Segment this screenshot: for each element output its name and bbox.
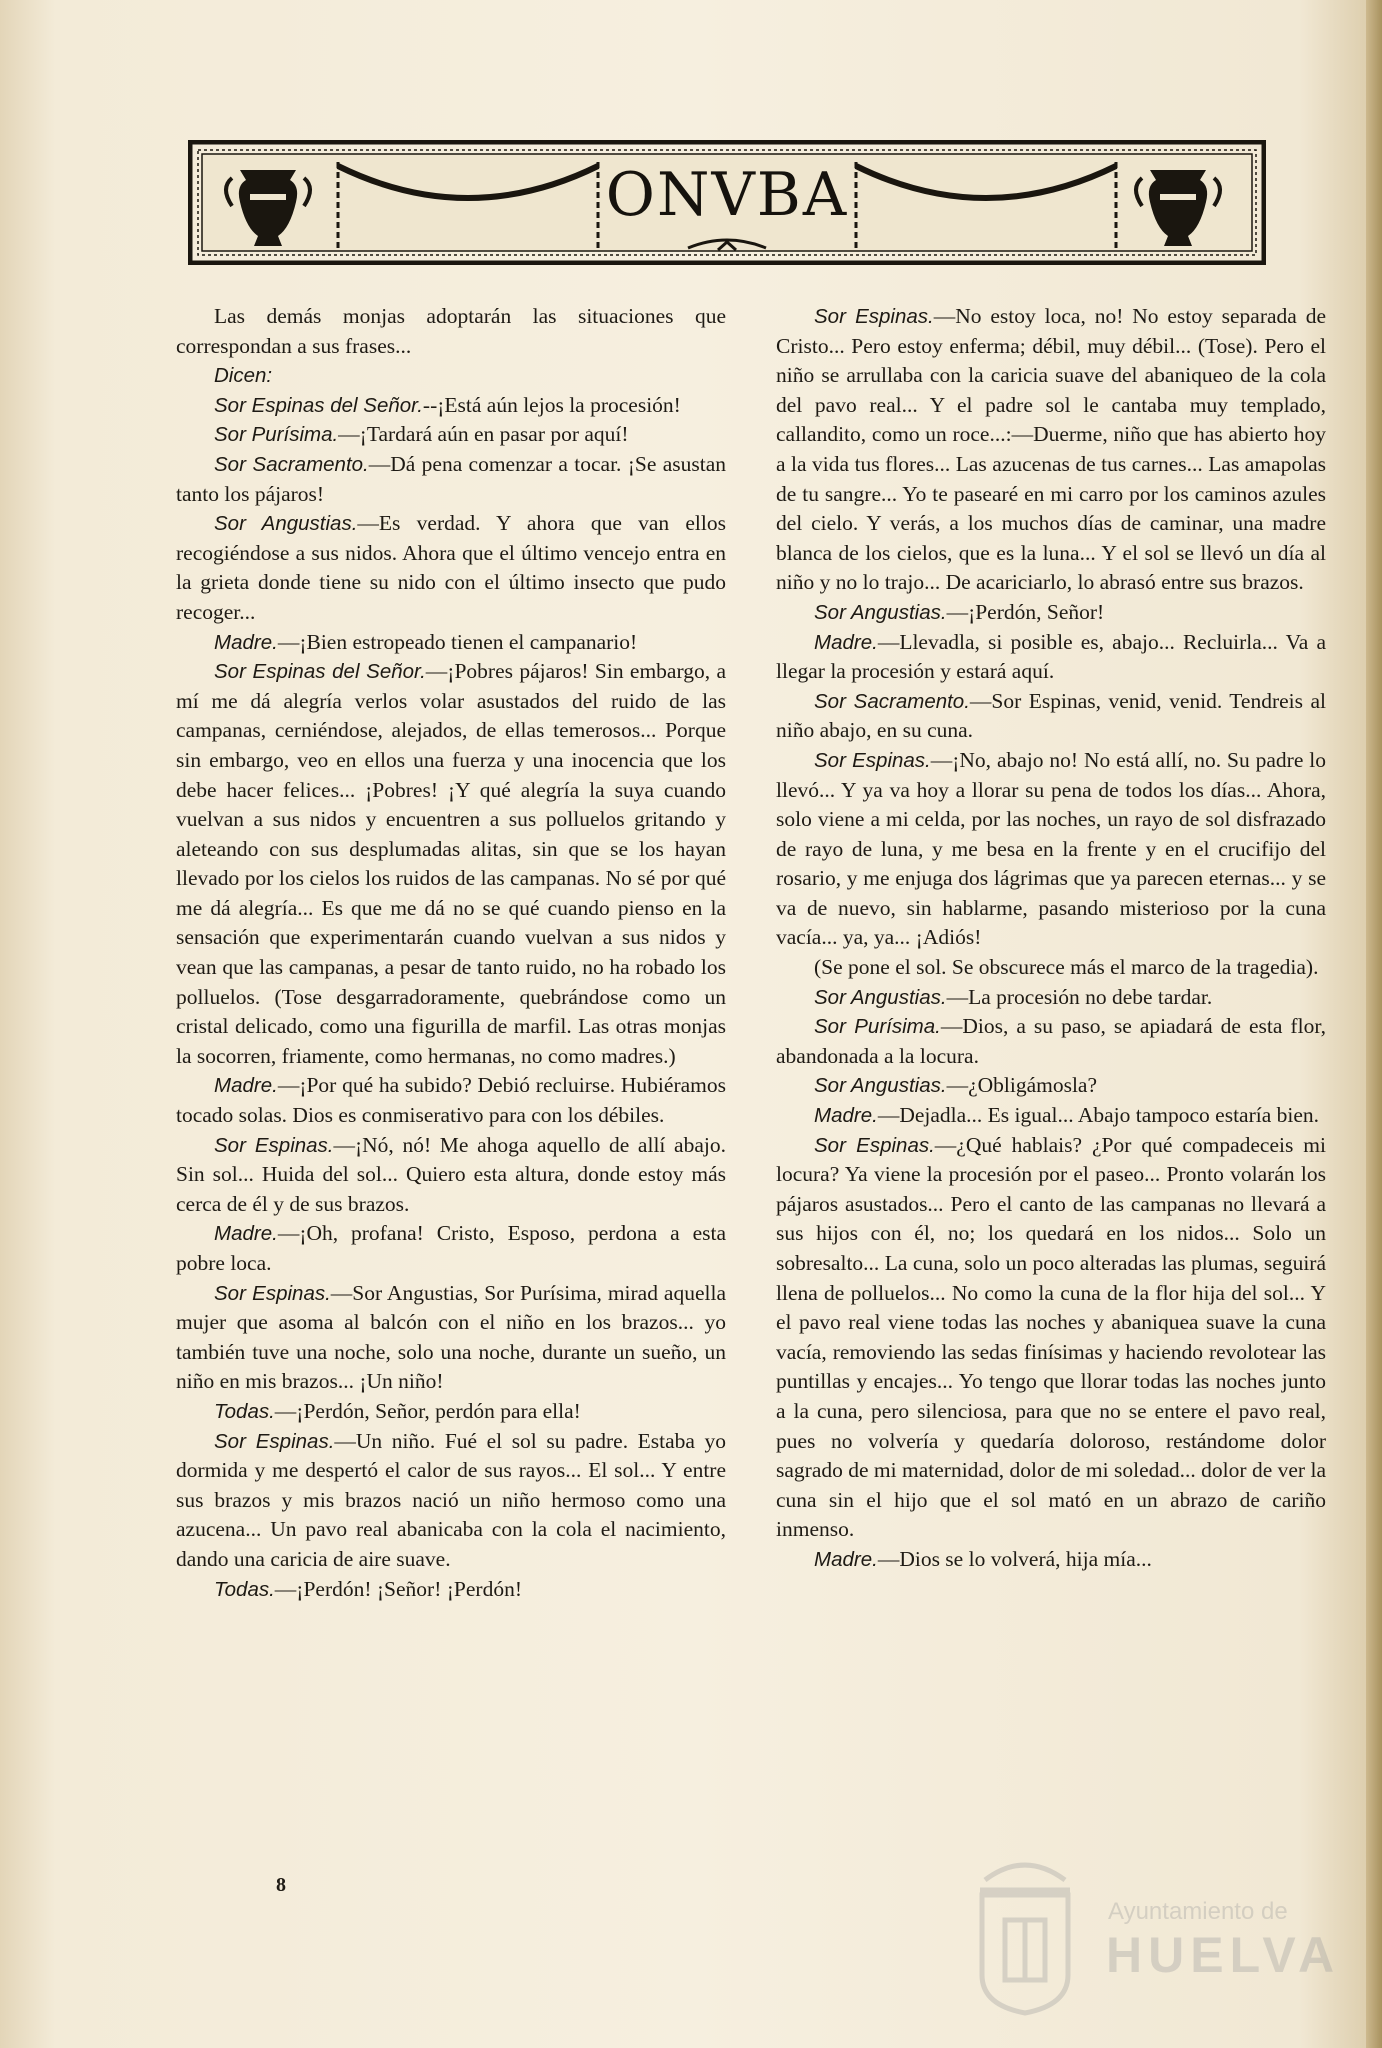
paragraph [776, 628, 1326, 687]
left-text-column [176, 302, 726, 1604]
city-seal-icon [960, 1840, 1090, 2020]
dialogue-text: —¡Oh, profana! Cristo, Esposo, perdona a esta pobre loca. [176, 1221, 726, 1275]
speaker-name: Todas. [214, 1399, 275, 1423]
dialogue-text: —No estoy loca, no! No estoy separada de Cristo... Pero estoy enferma; débil, muy débil... (Tose). Pero el niño se arrullaba con la caricia suave del abaniqueo de la cola del pavo real... Y el padre sol le cantaba muy templado, callandito, como un roce...:—Duerme, niño que has abierto hoy a la vida tus flores... Las azucenas de tus carnes... Las amapolas de tu sangre... Yo te pasearé en mi carro por los caminos azules del cielo. Y verás, a los muchos días de caminar, una madre blanca de los cielos, que es la luna... Y el sol se llevó un día al niño y no lo trajo... De acariciarlo, lo abrasó entre sus brazos. [776, 304, 1326, 595]
masthead-banner [188, 140, 1266, 265]
paragraph [176, 628, 726, 658]
dialogue-text: —Sor Angustias, Sor Purísima, mirad aquella mujer que asoma al balcón con el niño en los brazos... yo también tuve una noche, solo una noche, durante un sueño, un niño en mis brazos... ¡Un niño! [176, 1280, 726, 1394]
speaker-name: Sor Sacramento. [214, 452, 369, 476]
paragraph [176, 509, 726, 627]
speaker-name: Sor Espinas. [814, 748, 931, 772]
speaker-name: Sor Angustias. [814, 600, 947, 624]
speaker-name: Sor Espinas. [214, 1281, 331, 1305]
dialogue-text: —¡Perdón, Señor! [946, 599, 1105, 624]
paragraph [776, 1131, 1326, 1545]
paragraph [776, 983, 1326, 1013]
paragraph [776, 746, 1326, 953]
dialogue-text: —La procesión no debe tardar. [946, 984, 1213, 1009]
watermark [960, 1840, 1341, 2020]
speaker-name: Dicen: [214, 364, 273, 388]
dialogue-text: —Dejadla... Es igual... Abajo tampoco estaría bien. [877, 1103, 1320, 1128]
dialogue-text: (Se pone el sol. Se obscurece más el marco de la tragedia). [814, 955, 1319, 980]
paragraph [776, 1101, 1326, 1131]
paragraph [176, 1071, 726, 1130]
paragraph [176, 420, 726, 450]
speaker-name: Sor Angustias. [814, 985, 947, 1009]
paragraph [176, 361, 726, 391]
right-text-column [776, 302, 1326, 1575]
speaker-name: Sor Purísima. [214, 423, 339, 447]
paragraph [776, 1012, 1326, 1071]
watermark-line1: Ayuntamiento de [1108, 1898, 1288, 1925]
dialogue-text: —¿Qué hablais? ¿Por qué compadeceis mi locura? Ya viene la procesión por el paseo... Pronto volarán los pájaros asustados... Pero el canto de las campanas no llevará a sus hijos con él, no; los quedará en los nidos... Solo un sobresalto... La cuna, solo un poco alteradas las plumas, seguirá llena de polluelos... No como la cuna de la flor hija del sol... Y el pavo real viene todas las noches y abaniquea suave la cuna vacía, removiendo las sedas finísimas y haciendo revolotear las puntillas y encajes... Yo tengo que llorar todas las noches junto a la cuna, pero silenciosa, para que no se entere el pavo real, pues no volvería y quedaría doloroso, restándome dolor sagrado de mi maternidad, dolor de mi soledad... dolor de ver la cuna sin el hijo que el sol mató en un abrazo de cariño inmenso. [776, 1132, 1326, 1542]
paragraph [776, 953, 1326, 983]
speaker-name: Sor Sacramento. [814, 689, 970, 713]
dialogue-text: —¡Nó, nó! Me ahoga aquello de allí abajo. Sin sol... Huida del sol... Quiero esta altura, donde estoy más cerca de él y de sus brazos. [176, 1132, 726, 1216]
paragraph [176, 1219, 726, 1278]
paragraph [176, 657, 726, 1071]
dialogue-text: —Un niño. Fué el sol su padre. Estaba yo dormida y me despertó el calor de sus rayos... El sol... Y entre sus brazos y mis brazos nació un niño hermoso como una azucena... Un pavo real abanicaba con la cola el nacimiento, dando una caricia de aire suave. [176, 1428, 726, 1571]
paragraph [776, 687, 1326, 746]
dialogue-text: —Llevadla, si posible es, abajo... Recluirla... Va a llegar la procesión y estará aquí. [776, 629, 1326, 684]
speaker-name: Sor Espinas. [814, 305, 934, 328]
dialogue-text: —¡No, abajo no! No está allí, no. Su padre lo llevó... Y ya va hoy a llorar su pena de todos los días... Ahora, solo viene a mi celda, por las noches, un rayo de sol disfrazado de rayo de luna, y me besa en la frente y en el crucifijo del rosario, y me enjuga dos lágrimas que ya parecen eternas... y se va de nuevo, sin hablarme, pasando misterioso por la cuna vacía... ya, ya... ¡Adiós! [776, 747, 1326, 950]
dialogue-text: —Dios se lo volverá, hija mía... [877, 1546, 1152, 1571]
speaker-name: Sor Espinas. [214, 1133, 334, 1157]
paragraph [176, 1397, 726, 1427]
paragraph [176, 1575, 726, 1605]
dialogue-text: —Dá pena comenzar a tocar. ¡Se asustan tanto los pájaros! [176, 451, 726, 506]
dialogue-text: --¡Está aún lejos la procesión! [422, 392, 681, 417]
paragraph [176, 391, 726, 421]
dialogue-text: Las demás monjas adoptarán las situaciones que correspondan a sus frases... [176, 304, 726, 358]
paragraph [176, 302, 726, 361]
paragraph [176, 1279, 726, 1397]
dialogue-text: —¡Por qué ha subido? Debió recluirse. Hubiéramos tocado solas. Dios es conmiserativo para con los débiles. [176, 1073, 726, 1128]
speaker-name: Madre. [814, 1104, 878, 1128]
paragraph [776, 1545, 1326, 1575]
speaker-name: Sor Espinas. [814, 1133, 935, 1157]
page-edge [1366, 0, 1382, 2048]
speaker-name: Sor Angustias. [814, 1074, 947, 1098]
paragraph [176, 1427, 726, 1575]
speaker-name: Madre. [814, 630, 878, 654]
paragraph [776, 598, 1326, 628]
page-number: 8 [276, 1874, 286, 1896]
dialogue-text: —Sor Espinas, venid, venid. Tendreis al niño abajo, en su cuna. [776, 688, 1326, 743]
speaker-name: Sor Purísima. [814, 1015, 941, 1039]
speaker-name: Madre. [214, 1222, 278, 1246]
watermark-line2: HUELVA [1106, 1927, 1341, 1983]
dialogue-text: —¡Perdón! ¡Señor! ¡Perdón! [274, 1576, 522, 1601]
speaker-name: Sor Angustias. [214, 512, 358, 536]
dialogue-text: —Es verdad. Y ahora que van ellos recogiéndose a sus nidos. Ahora que el último vencejo entra en la grieta donde tiene su nido con el último insecto que pudo recoger... [176, 511, 726, 624]
dialogue-text: —Dios, a su paso, se apiadará de esta flor, abandonada a la locura. [776, 1014, 1326, 1068]
dialogue-text: —¡Perdón, Señor, perdón para ella! [274, 1398, 581, 1423]
paragraph [176, 1131, 726, 1220]
paragraph [776, 1071, 1326, 1101]
paragraph [776, 302, 1326, 598]
speaker-name: Sor Espinas del Señor. [214, 393, 423, 417]
masthead-title: ONVBA [605, 160, 849, 230]
speaker-name: Sor Espinas. [214, 1429, 335, 1453]
paragraph [176, 450, 726, 509]
speaker-name: Madre. [214, 1074, 278, 1098]
dialogue-text: —¡Tardará aún en pasar por aquí! [338, 422, 629, 447]
dialogue-text: —¡Bien estropeado tienen el campanario! [277, 629, 638, 654]
speaker-name: Madre. [214, 630, 278, 654]
dialogue-text: —¡Pobres pájaros! Sin embargo, a mí me dá alegría verlos volar asustados del ruido de las campanas, cerniéndose, alejados, de ellas temerosos... Porque sin embargo, veo en ellos una fuerza y una inocencia que los debe hacer felices... ¡Pobres! ¡Y qué alegría la suya cuando vuelvan a sus nidos y encuentren a sus polluelos gritando y aleteando con sus desplumadas alitas, sin que se los hayan llevado por los cielos los ruidos de las campanas. No sé por qué me dá alegría... Es que me dá no se qué cuando pienso en la sensación que experimentarán cuando vuelvan a sus nidos y vean que las campanas, a pesar de tanto ruido, no ha robado los polluelos. (Tose desgarradoramente, quebrándose como un cristal delicado, como una figurilla de marfil. Las otras monjas la socorren, friamente, como hermanas, no como madres.) [176, 659, 726, 1068]
speaker-name: Sor Espinas del Señor. [214, 660, 426, 684]
speaker-name: Todas. [214, 1577, 275, 1601]
speaker-name: Madre. [814, 1547, 878, 1571]
dialogue-text: —¿Obligámosla? [946, 1073, 1098, 1098]
